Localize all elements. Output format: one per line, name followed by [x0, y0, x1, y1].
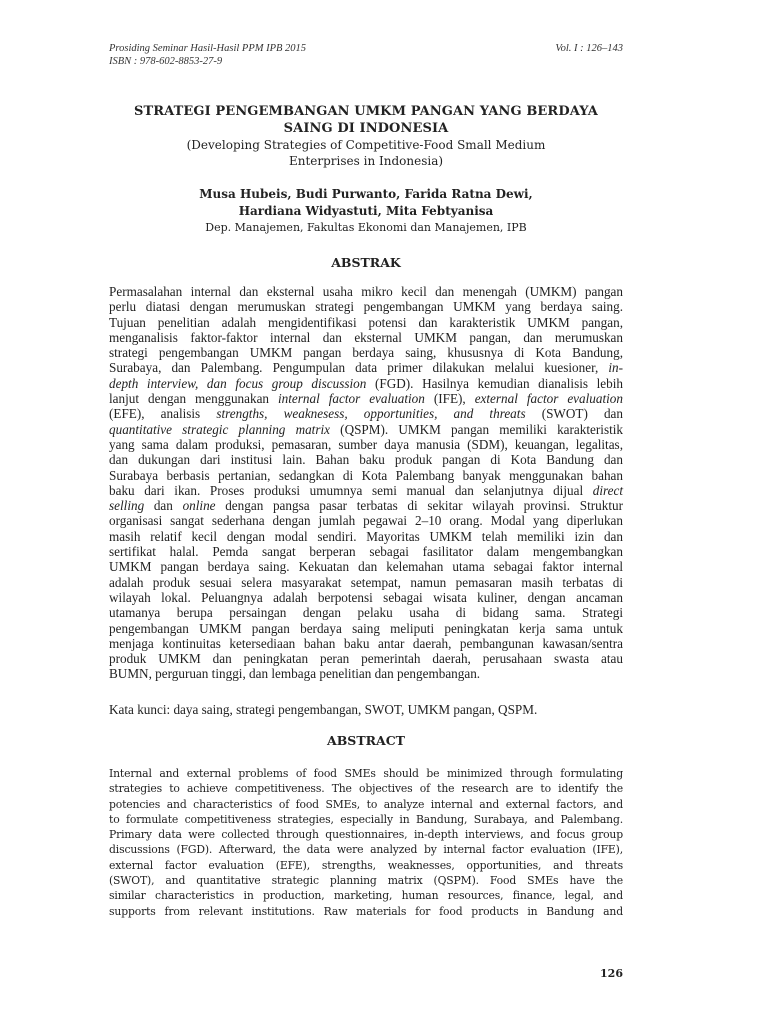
text-line: Tujuan penelitian adalah mengidentifikasi potensi dan karakteristik UMKM pangan,	[109, 314, 623, 330]
text-line: utamanya berupa persaingan dengan pelaku usaha di bidang sama. Strategi	[109, 605, 623, 621]
text-run: dan	[144, 498, 183, 514]
text-line	[109, 360, 623, 375]
text-line	[109, 483, 623, 498]
text-run: (QSPM). UMKM pangan memiliki karakteristik	[330, 421, 623, 437]
subtitle-line: Enterprises in Indonesia)	[288, 154, 444, 168]
text-run: (FGD). Hasilnya kemudian dianalisis lebih	[366, 375, 623, 391]
text-line: adalah produk sesuai selera masyarakat setempat, namun pemasaran masih terbatas di	[109, 574, 623, 590]
text-line: Internal and external problems of food SMEs should be minimized through formulating	[109, 767, 623, 780]
text-line: pengembangan UMKM pangan berdaya saing meliputi peningkatan kerja sama untuk	[109, 620, 623, 636]
italic-run: external factor evaluation	[474, 391, 623, 407]
text-line: discussions (FGD). Afterward, the data were analyzed by internal factor evaluation (IFE),	[109, 843, 623, 857]
paper-title	[109, 103, 623, 137]
text-line: similar characteristics in production, marketing, human resources, finance, legal, and	[109, 889, 623, 903]
text-line: menganalisis faktor-faktor internal dan eksternal UMKM pangan, dan merumuskan	[109, 329, 623, 345]
italic-run: selling	[109, 498, 145, 514]
text-line: dan dukungan dari institusi lain. Bahan baku produk pangan di Kota Bandung dan	[109, 452, 623, 468]
text-line: sertifikat halal. Pemda sangat berperan sebagai fasilitator dalam mengembangkan	[109, 544, 623, 560]
text-run: Surabaya, dan Palembang. Pengumpulan data primer dilakukan melalui kuesioner,	[109, 360, 609, 376]
text-line: potencies and characteristics of food SMEs, to analyze internal and external factors, and	[109, 797, 623, 811]
text-line: UMKM pangan berdaya saing. Kekuatan dan kelemahan utama sebagai faktor internal	[109, 559, 623, 575]
text-line	[109, 498, 623, 513]
author-line: Hardiana Widyastuti, Mita Febtyanisa	[238, 204, 494, 218]
text-line: masih relatif kecil dengan modal sendiri. Mayoritas UMKM telah memiliki izin dan	[109, 528, 623, 544]
text-line: organisasi sangat sederhana dengan jumlah pegawai 2–10 orang. Modal yang diperlukan	[109, 513, 623, 529]
text-line: (SWOT), and quantitative strategic planning matrix (QSPM). Food SMEs have the	[109, 874, 623, 888]
italic-run: in-	[608, 360, 623, 376]
text-line: wilayah lokal. Peluangnya adalah berpotensi sebagai wisata kuliner, dengan ancaman	[109, 589, 623, 605]
author-list	[109, 186, 623, 220]
title-line: STRATEGI PENGEMBANGAN UMKM PANGAN YANG BERDAYA	[134, 104, 598, 119]
paper-subtitle	[109, 137, 623, 169]
author-line: Musa Hubeis, Budi Purwanto, Farida Ratna Dewi,	[199, 187, 533, 201]
affiliation: Dep. Manajemen, Fakultas Ekonomi dan Manajemen, IPB	[205, 221, 527, 234]
running-header	[109, 42, 623, 68]
text-run: dengan pangsa pasar terbatas di sekitar wilayah provinsi. Struktur	[215, 498, 623, 514]
italic-run: direct	[592, 482, 623, 498]
text-run: (EFE), analisis	[109, 406, 217, 422]
isbn: ISBN : 978-602-8853-27-9	[109, 56, 223, 67]
text-line: yang sama dalam produksi, pemasaran, sumber daya manusia (SDM), keuangan, legalitas,	[109, 436, 623, 452]
text-line: external factor evaluation (EFE), strengths, weaknesses, opportunities, and threats	[109, 858, 623, 872]
text-line: strategies to achieve competitiveness. The objectives of the research are to identify the	[109, 782, 623, 796]
text-line: supports from relevant institutions. Raw materials for food products in Bandung and	[109, 904, 623, 918]
text-line: Surabaya berbasis pertanian, sedangkan di Kota Palembang banyak menggunakan bahan	[109, 467, 623, 483]
abstrak-body	[109, 284, 623, 682]
text-line: menjaga kontinuitas ketersediaan bahan baku antar daerah, pembangunan kawasan/sentra	[109, 635, 623, 651]
italic-run: strengths, weaknesess, opportunities, and threats	[216, 406, 526, 422]
text-line: Permasalahan internal dan eksternal usaha mikro kecil dan menengah (UMKM) pangan	[109, 284, 623, 299]
italic-run: online	[182, 498, 216, 514]
text-line: Primary data were collected through questionnaires, in-depth interviews, and focus group	[109, 828, 623, 842]
text-run: (IFE),	[424, 391, 475, 407]
text-line: produk UMKM dan peningkatan peran pemerintah daerah, perusahaan swasta atau	[109, 651, 623, 667]
subtitle-line: (Developing Strategies of Competitive-Food Small Medium	[186, 138, 546, 152]
abstrak-heading: ABSTRAK	[331, 255, 401, 270]
text-line	[109, 376, 623, 391]
text-line: perlu diatasi dengan merumuskan strategi pengembangan UMKM yang berdaya saing.	[109, 299, 623, 315]
italic-run: depth interview, dan	[109, 375, 236, 391]
journal-name: Prosiding Seminar Hasil-Hasil PPM IPB 2015	[109, 43, 307, 54]
title-line: SAING DI INDONESIA	[283, 121, 449, 136]
text-line	[109, 406, 623, 421]
italic-run: quantitative strategic planning matrix	[109, 421, 330, 437]
volume-pages: Vol. I : 126–143	[555, 43, 623, 54]
text-line: BUMN, perguruan tinggi, dan lembaga penelitian dan pengembangan.	[109, 666, 481, 682]
text-line	[109, 391, 623, 406]
abstract-body	[109, 766, 623, 919]
italic-run: internal factor evaluation	[278, 391, 425, 407]
text-line: strategi pengembangan UMKM pangan berdaya saing, khususnya di Kota Bandung,	[109, 345, 623, 361]
text-run: baku dari ikan. Proses produksi umumnya semi manual dan selanjutnya dijual	[109, 482, 593, 498]
text-line: to formulate competitiveness strategies, especially in Bandung, Surabaya, and Palembang.	[109, 812, 623, 826]
text-line	[109, 422, 623, 437]
page-number: 126	[600, 967, 623, 980]
text-run: (SWOT) dan	[525, 406, 623, 422]
italic-run: focus group discussion	[235, 375, 367, 391]
abstract-heading: ABSTRACT	[327, 733, 405, 748]
text-run: lanjut dengan menggunakan	[109, 391, 278, 407]
keywords: Kata kunci: daya saing, strategi pengembangan, SWOT, UMKM pangan, QSPM.	[109, 702, 538, 717]
